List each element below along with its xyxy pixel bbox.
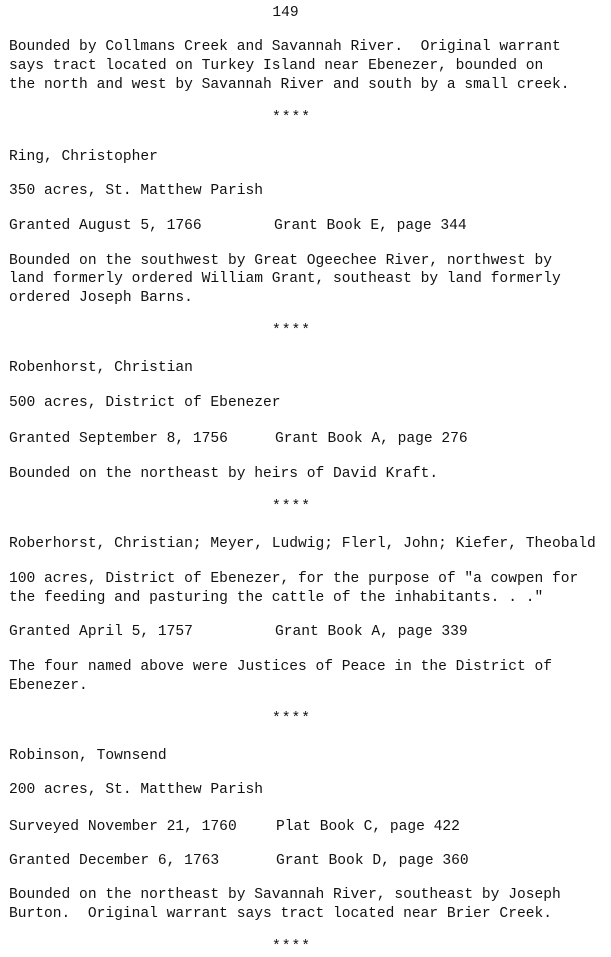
entry-description-line: Ebenezer. <box>9 678 88 694</box>
record-date: Granted September 8, 1756 <box>9 431 228 447</box>
section-separator: **** <box>271 711 312 727</box>
entry-description-line: Burton. Original warrant says tract located near Brier Creek. <box>9 906 552 922</box>
entry-name: Robinson, Townsend <box>9 748 167 764</box>
entry-name: Ring, Christopher <box>9 149 158 165</box>
record-date: Surveyed November 21, 1760 <box>9 819 237 835</box>
entry-description-line: land formerly ordered William Grant, southeast by land formerly <box>9 271 561 287</box>
record-book: Grant Book E, page 344 <box>274 218 467 234</box>
intro-line: Bounded by Collmans Creek and Savannah River. Original warrant <box>9 39 561 55</box>
intro-line: the north and west by Savannah River and south by a small creek. <box>9 77 570 93</box>
entry-acres: the feeding and pasturing the cattle of the inhabitants. . ." <box>9 590 544 606</box>
entry-description-line: ordered Joseph Barns. <box>9 290 193 306</box>
section-separator: **** <box>271 110 312 126</box>
entry-name: Robenhorst, Christian <box>9 360 193 376</box>
entry-description-line: Bounded on the northeast by Savannah River, southeast by Joseph <box>9 887 561 903</box>
record-date: Granted August 5, 1766 <box>9 218 202 234</box>
entry-description-line: Bounded on the northeast by heirs of David Kraft. <box>9 466 439 482</box>
record-book: Grant Book D, page 360 <box>276 853 469 869</box>
section-separator: **** <box>271 939 312 955</box>
entry-name: Roberhorst, Christian; Meyer, Ludwig; Flerl, John; Kiefer, Theobald <box>9 536 596 552</box>
record-book: Grant Book A, page 339 <box>275 624 468 640</box>
record-book: Plat Book C, page 422 <box>276 819 460 835</box>
record-date: Granted December 6, 1763 <box>9 853 220 869</box>
entry-description-line: The four named above were Justices of Peace in the District of <box>9 659 552 675</box>
entry-acres: 350 acres, St. Matthew Parish <box>9 183 263 199</box>
entry-description-line: Bounded on the southwest by Great Ogeechee River, northwest by <box>9 253 552 269</box>
page-number: 149 <box>272 5 299 21</box>
intro-line: says tract located on Turkey Island near Ebenezer, bounded on <box>9 58 544 74</box>
entry-acres: 200 acres, St. Matthew Parish <box>9 782 263 798</box>
record-date: Granted April 5, 1757 <box>9 624 193 640</box>
entry-acres: 100 acres, District of Ebenezer, for the purpose of "a cowpen for <box>9 571 579 587</box>
entry-acres: 500 acres, District of Ebenezer <box>9 395 281 411</box>
record-book: Grant Book A, page 276 <box>275 431 468 447</box>
section-separator: **** <box>271 323 312 339</box>
section-separator: **** <box>271 499 312 515</box>
